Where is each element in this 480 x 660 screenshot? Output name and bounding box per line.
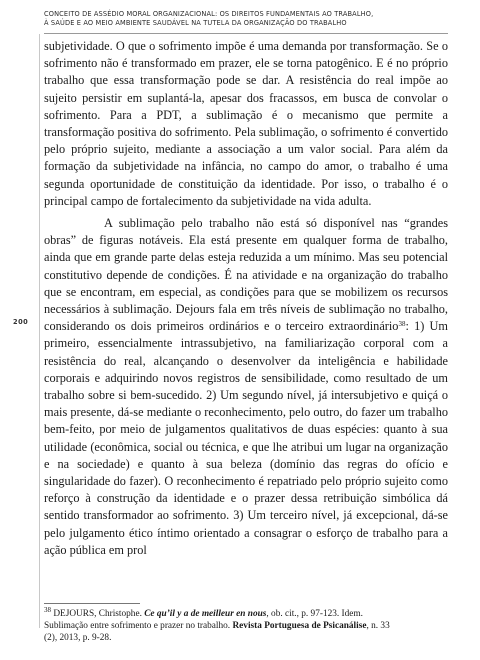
header-rule xyxy=(44,33,448,34)
footnote-article-title: Sublimação entre sofrimento e prazer no trabalho. xyxy=(44,621,233,631)
footnote-line-2 xyxy=(44,620,448,632)
footnote-line-1 xyxy=(44,608,448,620)
paragraph-1: subjetividade. O que o sofrimento impõe é uma demanda por transformação. Se o sofrimento não é transformado em prazer, ele se torna patogênico. E é no próprio trabalho que essa transformação pode se dar. A resistência do real impõe ao sujeito persistir em suplantá-la, apesar dos fracassos, em busca de convolar o sofrimento. Para a PDT, a sublimação é o mecanismo que permite a transformação positiva do sofrimento. Pela sublimação, o sofrimento é convertido pelo próprio sujeito, mediante a associação a um valor social. Para além da formação da subjetividade na infância, no campo do amor, o trabalho é uma segunda oportunidade de constituição da identidade. Por isso, o trabalho é o principal campo de fortalecimento da subjetividade na vida adulta. xyxy=(44,39,448,208)
paragraph-2-text-b: : 1) Um primeiro, essencialmente intrassubjetivo, na familiarização corporal com a resistência do real, alcançando o desenvolver da inteligência e habilidade corporais e adquirindo novos registros de sensibilidade, como resultado de um trabalho sobre si bem-sucedido. 2) Um segundo nível, já intersubjetivo e quiçá o mais presente, dá-se mediante o reconhecimento, pelo outro, do fazer um trabalho bem-feito, por meio de julgamentos qualitativos de duas espécies: quanto à sua utilidade (econômica, social ou técnica, e que lhe atribui um lugar na organização e na sociedade) e quanto à sua beleza (domínio das regras do ofício e singularidade do fazer). O reconhecimento é repatriado pelo próprio sujeito como reforço à construção da identidade e o prazer dessa retribuição simbólica dá sentido transformador ao sofrimento. 3) Um terceiro nível, já excepcional, dá-se pelo julgamento ético íntimo orientado a consagrar o esforço de trabalho para a ação pública em prol xyxy=(44,319,448,557)
running-head-line-1: CONCEITO DE ASSÉDIO MORAL ORGANIZACIONAL: OS DIREITOS FUNDAMENTAIS AO TRABALHO, xyxy=(44,10,374,18)
footnote-line-3: (2), 2013, p. 9-28. xyxy=(44,633,112,643)
running-head-line-2: À SAÚDE E AO MEIO AMBIENTE SAUDÁVEL NA TUTELA DA ORGANIZAÇÃO DO TRABALHO xyxy=(44,19,347,27)
body-text xyxy=(44,38,448,559)
running-head xyxy=(44,10,444,28)
footnote-number: 38 xyxy=(44,606,51,614)
footnote-author: DEJOURS, Christophe. xyxy=(51,609,145,619)
paragraph-2 xyxy=(44,215,448,559)
footnote-reference[interactable]: 38 xyxy=(398,320,406,329)
footnote-book-title: Ce qu’il y a de meilleur en nous xyxy=(144,609,267,619)
paragraph-2-text-a: A sublimação pelo trabalho não está só disponível nas “grandes obras” de figuras notáveis. Ela está presente em qualquer forma de trabalho, ainda que em grande parte delas esteja reduzida a um mínimo. Mas seu potencial constitutivo depende de condições. É na atividade e na organização do trabalho que se encontram, em especial, as condições para que se mobilizem os recursos necessários à sublimação. Dejours fala em três níveis de sublimação no trabalho, considerando os dois primeiros ordinários e o terceiro extraordinário xyxy=(44,216,448,334)
footnote xyxy=(44,608,448,644)
footnote-rule xyxy=(44,603,140,604)
footnote-journal: Revista Portuguesa de Psicanálise xyxy=(232,621,367,631)
margin-rule xyxy=(39,34,40,628)
page-number: 200 xyxy=(13,318,29,326)
footnote-issue: , n. 33 xyxy=(366,621,390,631)
footnote-citation: , ob. cit., p. 97-123. Idem. xyxy=(266,609,363,619)
